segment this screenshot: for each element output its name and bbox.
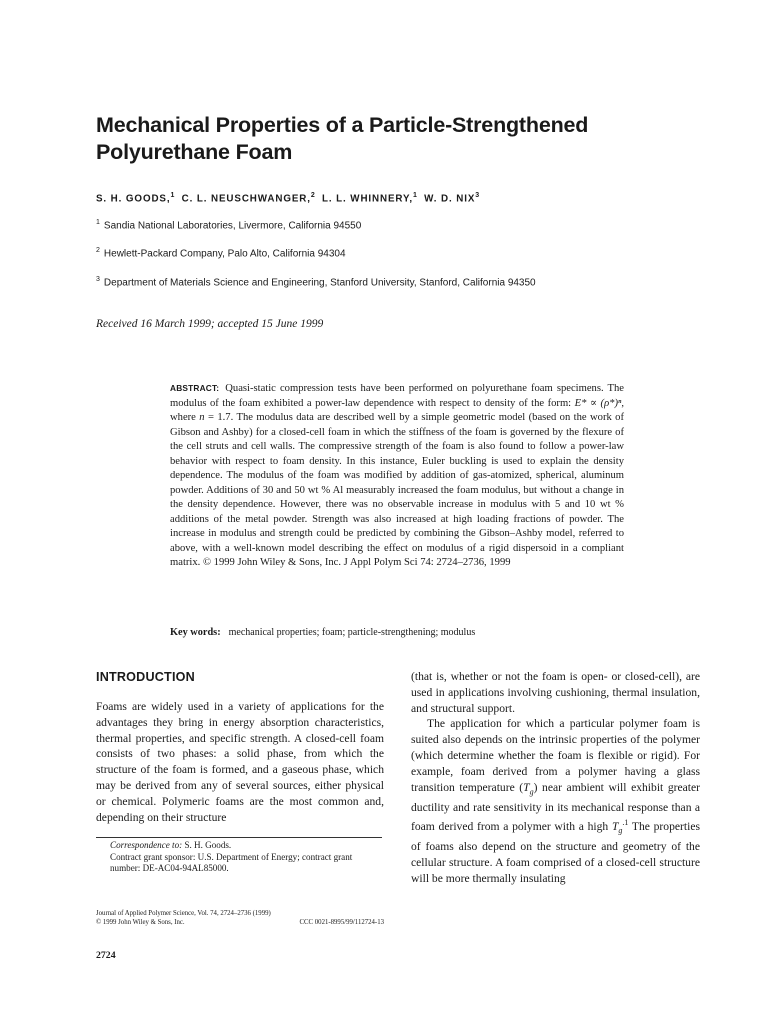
author-affil-marker: 3 <box>475 192 480 199</box>
tg-subscript: g <box>618 826 623 836</box>
abstract-text-end: The modulus data are described well by a simple geometric model (based on the work of Gibson and Ashby) for a closed-cell foam in which the stiffness of the foam is governed by the flexure of the cell struts and cell walls. The compressive strength of the foam is also found to follow a power-law behavior with respect to foam density. In this instance, Euler buckling is used to explain the density dependence. The modulus of the foam was modified by addition of gas-atomized, spherical, aluminum powder. Additions of 30 and 50 wt % Al measurably increased the foam modulus, but without a change in the density dependence. However, there was no observable increase in modulus with 5 and 10 wt % additions of the metal powder. Strength was also increased at high loading fractions of powder. The increase in modulus and strength could be predicted by combining the Gibson–Ashby model, referred to above, with a well-known model describing the effect on modulus of a rigid dispersoid in a compliant matrix. © 1999 John Wiley & Sons, Inc. J Appl Polym Sci 74: 2724–2736, 1999 <box>170 412 624 568</box>
paragraph-text: The properties of foams also depend on the structure and geometry of the cellular structure. A foam comprised of a closed-cell structure will be more thermally insulating <box>411 820 700 886</box>
affiliation-3 <box>96 276 536 288</box>
footnote-divider <box>96 837 382 838</box>
journal-copyright: © 1999 John Wiley & Sons, Inc. <box>96 919 185 926</box>
abstract-n-variable: n <box>199 412 205 423</box>
author-name: L. L. WHINNERY, <box>322 193 414 205</box>
journal-citation: Journal of Applied Polymer Science, Vol. 74, 2724–2736 (1999) <box>96 910 271 917</box>
paper-title <box>96 112 656 166</box>
abstract-label: ABSTRACT: <box>170 383 220 393</box>
keywords-text: mechanical properties; foam; particle-strengthening; modulus <box>228 627 476 638</box>
intro-right-paragraph-2 <box>411 716 700 886</box>
intro-right-paragraph-1: (that is, whether or not the foam is open- or closed-cell), are used in applications involving cushioning, thermal insulation, and structural support. <box>411 670 700 715</box>
abstract-n-value: = 1.7. <box>204 412 234 423</box>
author-affil-marker: 1 <box>170 192 175 199</box>
keywords-label: Key words: <box>170 627 221 638</box>
abstract-text-start: Quasi-static compression tests have been performed on polyurethane foam specimens. The modulus of the foam exhibited a power-law dependence with respect to density of the form: <box>170 383 624 409</box>
section-heading-introduction: INTRODUCTION <box>96 670 195 684</box>
affiliation-2 <box>96 247 346 259</box>
grant-info: Contract grant sponsor: U.S. Department of Energy; contract grant number: DE-AC04-94AL85000. <box>110 851 353 873</box>
tg-symbol: T <box>611 820 619 834</box>
affiliation-text: Sandia National Laboratories, Livermore, California 94550 <box>103 220 362 232</box>
tg-symbol: T <box>523 780 530 794</box>
page-number: 2724 <box>96 950 116 961</box>
abstract-formula-tail: , where <box>170 397 624 423</box>
keywords <box>170 627 475 638</box>
affiliation-text: Hewlett-Packard Company, Palo Alto, California 94304 <box>103 248 346 260</box>
correspondence-name: S. H. Goods. <box>184 840 232 850</box>
footnote <box>96 840 384 875</box>
author-name: S. H. GOODS, <box>96 193 171 205</box>
reference-marker: .1 <box>622 818 629 828</box>
correspondence-label: Correspondence to: <box>110 840 183 850</box>
affiliation-text: Department of Materials Science and Engineering, Stanford University, Stanford, California 94350 <box>103 277 536 289</box>
intro-right-column <box>411 669 700 887</box>
journal-ccc-code: CCC 0021-8995/99/112724-13 <box>299 919 384 926</box>
author-list <box>96 192 479 204</box>
affiliation-number: 2 <box>96 247 100 254</box>
received-date: Received 16 March 1999; accepted 15 June 1999 <box>96 318 324 330</box>
author-name: C. L. NEUSCHWANGER, <box>181 193 311 205</box>
abstract-formula: E* ∝ (ρ*)ⁿ <box>574 397 622 409</box>
tg-subscript: g <box>529 786 534 796</box>
title-line-2: Polyurethane Foam <box>96 140 293 164</box>
affiliation-1 <box>96 219 361 231</box>
abstract <box>170 381 624 571</box>
journal-info <box>96 909 384 927</box>
affiliation-number: 1 <box>96 219 100 226</box>
intro-left-column: Foams are widely used in a variety of applications for the advantages they bring in energy absorption characteristics, thermal properties, and specific strength. A closed-cell foam consists of two phases: a solid phase, from which the structure of the foam is formed, and a gaseous phase, which may be derived from any of several sources, either physical or chemical. Polymeric foams are the most common and, depending on their structure <box>96 700 384 824</box>
paragraph-text: The application for which a particular polymer foam is suited also depends on the intrinsic properties of the polymer (which determine whether the foam is flexible or rigid). For example, foam derived from a polymer having a glass transition temperature ( <box>411 717 700 794</box>
affiliation-number: 3 <box>96 276 100 283</box>
author-affil-marker: 1 <box>413 192 417 199</box>
paragraph-text: ) near ambient will exhibit greater ductility and rate sensitivity in its mechanical response than a foam derived from a polymer with a high <box>411 780 701 834</box>
author-name: W. D. NIX <box>424 193 476 205</box>
author-affil-marker: 2 <box>310 192 315 199</box>
title-line-1: Mechanical Properties of a Particle-Strengthened <box>96 113 589 137</box>
